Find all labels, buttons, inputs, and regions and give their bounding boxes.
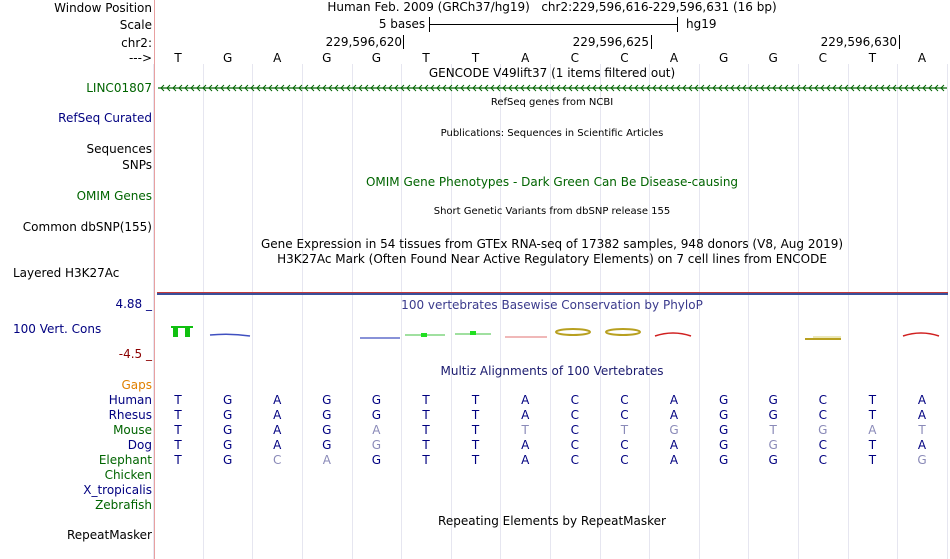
track-label-layered-h3k27ac[interactable]: Layered H3K27Ac: [13, 266, 120, 280]
alignment-base: G: [371, 408, 382, 422]
alignment-base: T: [521, 423, 529, 437]
alignment-base: G: [222, 393, 233, 407]
alignment-base: A: [917, 408, 927, 422]
species-label-zebrafish[interactable]: Zebrafish: [95, 498, 152, 512]
alignment-base: G: [917, 453, 927, 467]
alignment-base: A: [868, 423, 877, 437]
alignment-base: C: [818, 438, 827, 452]
alignment-base: C: [818, 393, 827, 407]
alignment-base: G: [322, 423, 332, 437]
alignment-base: A: [917, 393, 927, 407]
linc01807-gene-feature[interactable]: [155, 82, 950, 94]
reference-base: G: [222, 51, 233, 65]
scale-bar-db: hg19: [686, 17, 717, 31]
alignment-base: A: [521, 408, 530, 422]
coord-tick-2: [651, 35, 652, 49]
track-label-common-dbsnp[interactable]: Common dbSNP(155): [22, 220, 152, 234]
track-label-sequences[interactable]: Sequences: [86, 142, 152, 156]
assembly-name: Human Feb. 2009 (GRCh37/hg19): [327, 0, 530, 14]
alignment-base: C: [818, 453, 827, 467]
cons-max-label: 4.88 _: [115, 297, 152, 311]
publications-track-title: Publications: Sequences in Scientific Articles: [440, 128, 664, 139]
base-grid-line: [848, 64, 849, 559]
species-label-elephant[interactable]: Elephant: [98, 453, 152, 467]
alignment-base: A: [273, 393, 282, 407]
species-label-dog[interactable]: Dog: [127, 438, 152, 452]
alignment-base: C: [620, 453, 629, 467]
alignment-base: C: [272, 453, 282, 467]
alignment-base: G: [718, 453, 729, 467]
alignment-base: T: [422, 453, 430, 467]
window-position-label: Window Position: [54, 1, 152, 15]
track-label-100-vert-cons[interactable]: 100 Vert. Cons: [13, 322, 102, 336]
reference-base: C: [620, 51, 629, 65]
reference-base: G: [768, 51, 778, 65]
coord-tick-1: [403, 35, 404, 49]
alignment-base: T: [174, 393, 182, 407]
alignment-base: A: [669, 438, 679, 452]
alignment-base: C: [570, 408, 579, 422]
assembly-position-title: [327, 0, 776, 14]
track-label-omim-genes[interactable]: OMIM Genes: [76, 189, 152, 203]
base-grid-line: [302, 64, 303, 559]
base-grid-line: [947, 64, 948, 559]
scale-bar-text: 5 bases: [378, 17, 426, 31]
reference-base: G: [718, 51, 729, 65]
h3k27ac-signal[interactable]: [157, 292, 948, 295]
gtex-track-title: Gene Expression in 54 tissues from GTEx RNA-seq of 17382 samples, 948 donors (V8, Aug 2019): [260, 237, 844, 251]
position-range: chr2:229,596,616-229,596,631 (16 bp): [541, 0, 777, 14]
alignment-base: G: [669, 423, 679, 437]
alignment-base: C: [570, 438, 579, 452]
base-grid-line: [352, 64, 353, 559]
alignment-base: T: [422, 408, 430, 422]
alignment-base: A: [917, 438, 927, 452]
base-grid-line: [203, 64, 204, 559]
reference-base: A: [273, 51, 282, 65]
reference-base: G: [322, 51, 332, 65]
alignment-base: T: [471, 453, 480, 467]
alignment-base: T: [174, 423, 182, 437]
alignment-base: A: [322, 453, 331, 467]
alignment-base: T: [471, 408, 480, 422]
alignment-base: T: [471, 423, 480, 437]
alignment-base: G: [768, 408, 778, 422]
coord-tick-3: [899, 35, 900, 49]
reference-base: T: [422, 51, 430, 65]
species-label-x_tropicalis[interactable]: X_tropicalis: [83, 483, 152, 497]
alignment-base: T: [620, 423, 629, 437]
reference-base: T: [868, 51, 877, 65]
alignment-base: G: [718, 408, 729, 422]
track-label-snps[interactable]: SNPs: [122, 158, 152, 172]
alignment-base: T: [174, 408, 182, 422]
gencode-track-title: GENCODE V49lift37 (1 items filtered out): [428, 66, 676, 80]
chrom-label: chr2:: [121, 36, 152, 50]
alignment-base: G: [768, 453, 778, 467]
strand-label[interactable]: --->: [128, 51, 152, 65]
alignment-base: C: [570, 453, 579, 467]
alignment-base: T: [471, 393, 480, 407]
alignment-base: T: [471, 438, 480, 452]
h3k27ac-track-title: H3K27Ac Mark (Often Found Near Active Regulatory Elements) on 7 cell lines from ENCODE: [277, 252, 827, 266]
alignment-base: G: [371, 453, 382, 467]
base-grid-line: [252, 64, 253, 559]
alignment-base: T: [918, 423, 926, 437]
species-label-mouse[interactable]: Mouse: [113, 423, 152, 437]
track-label-refseq-curated[interactable]: RefSeq Curated: [58, 111, 152, 125]
alignment-base: C: [620, 408, 629, 422]
alignment-base: G: [371, 438, 382, 452]
reference-base: A: [669, 51, 679, 65]
repeatmasker-track-title: Repeating Elements by RepeatMasker: [438, 514, 666, 528]
alignment-base: G: [718, 423, 729, 437]
alignment-base: G: [371, 393, 382, 407]
alignment-base: C: [620, 438, 629, 452]
species-label-human[interactable]: Human: [108, 393, 152, 407]
alignment-base: T: [422, 423, 430, 437]
reference-base: A: [917, 51, 927, 65]
alignment-base: A: [669, 393, 679, 407]
species-label-chicken[interactable]: Chicken: [104, 468, 152, 482]
alignment-base: G: [718, 438, 729, 452]
reference-base: C: [570, 51, 579, 65]
alignment-base: G: [222, 438, 233, 452]
alignment-base: A: [669, 408, 679, 422]
phylop-track-title: 100 vertebrates Basewise Conservation by PhyloP: [401, 298, 703, 312]
alignment-base: G: [222, 423, 233, 437]
alignment-base: A: [273, 408, 282, 422]
base-grid-line: [798, 64, 799, 559]
scale-label: Scale: [119, 18, 152, 32]
alignment-base: T: [868, 393, 877, 407]
alignment-base: G: [322, 408, 332, 422]
scale-bar-right-tick: [677, 17, 678, 32]
alignment-base: C: [570, 423, 579, 437]
alignment-base: T: [422, 438, 430, 452]
phylop-conservation-plot[interactable]: [155, 318, 950, 348]
alignment-base: T: [868, 453, 877, 467]
reference-base: G: [371, 51, 382, 65]
multiz-track-title: Multiz Alignments of 100 Vertebrates: [440, 364, 664, 378]
alignment-base: C: [570, 393, 579, 407]
alignment-base: G: [768, 393, 778, 407]
alignment-base: G: [768, 438, 778, 452]
track-label-repeatmasker[interactable]: RepeatMasker: [66, 528, 152, 542]
alignment-base: T: [174, 438, 182, 452]
coord-label-1: 229,596,620: [325, 35, 402, 49]
alignment-base: T: [174, 453, 182, 467]
reference-base: T: [174, 51, 182, 65]
alignment-base: A: [372, 423, 381, 437]
base-grid-line: [748, 64, 749, 559]
alignment-base: A: [669, 453, 679, 467]
alignment-base: T: [868, 408, 877, 422]
coord-label-3: 229,596,630: [820, 35, 897, 49]
alignment-base: T: [769, 423, 777, 437]
alignment-base: G: [222, 453, 233, 467]
alignment-base: C: [818, 408, 827, 422]
scale-bar-line: [429, 24, 677, 25]
alignment-base: A: [273, 423, 282, 437]
track-label-linc01807[interactable]: LINC01807: [86, 81, 152, 95]
track-label-gaps[interactable]: Gaps: [121, 378, 152, 392]
cons-min-label: -4.5 _: [118, 347, 152, 361]
coord-label-2: 229,596,625: [572, 35, 649, 49]
alignment-base: A: [273, 438, 282, 452]
alignment-base: G: [322, 438, 332, 452]
alignment-base: T: [868, 438, 877, 452]
dbsnp-track-title: Short Genetic Variants from dbSNP release 155: [433, 206, 671, 217]
reference-base: A: [521, 51, 530, 65]
base-grid-line: [897, 64, 898, 559]
species-label-rhesus[interactable]: Rhesus: [108, 408, 152, 422]
alignment-base: T: [422, 393, 430, 407]
omim-track-title: OMIM Gene Phenotypes - Dark Green Can Be Disease-causing: [365, 175, 739, 189]
alignment-base: G: [222, 408, 233, 422]
reference-base: C: [818, 51, 827, 65]
alignment-base: G: [818, 423, 828, 437]
alignment-base: A: [521, 393, 530, 407]
alignment-base: G: [718, 393, 729, 407]
alignment-base: C: [620, 393, 629, 407]
alignment-base: A: [521, 438, 530, 452]
alignment-base: G: [322, 393, 332, 407]
refseq-track-title: RefSeq genes from NCBI: [490, 97, 614, 108]
alignment-base: A: [521, 453, 530, 467]
reference-base: T: [471, 51, 480, 65]
